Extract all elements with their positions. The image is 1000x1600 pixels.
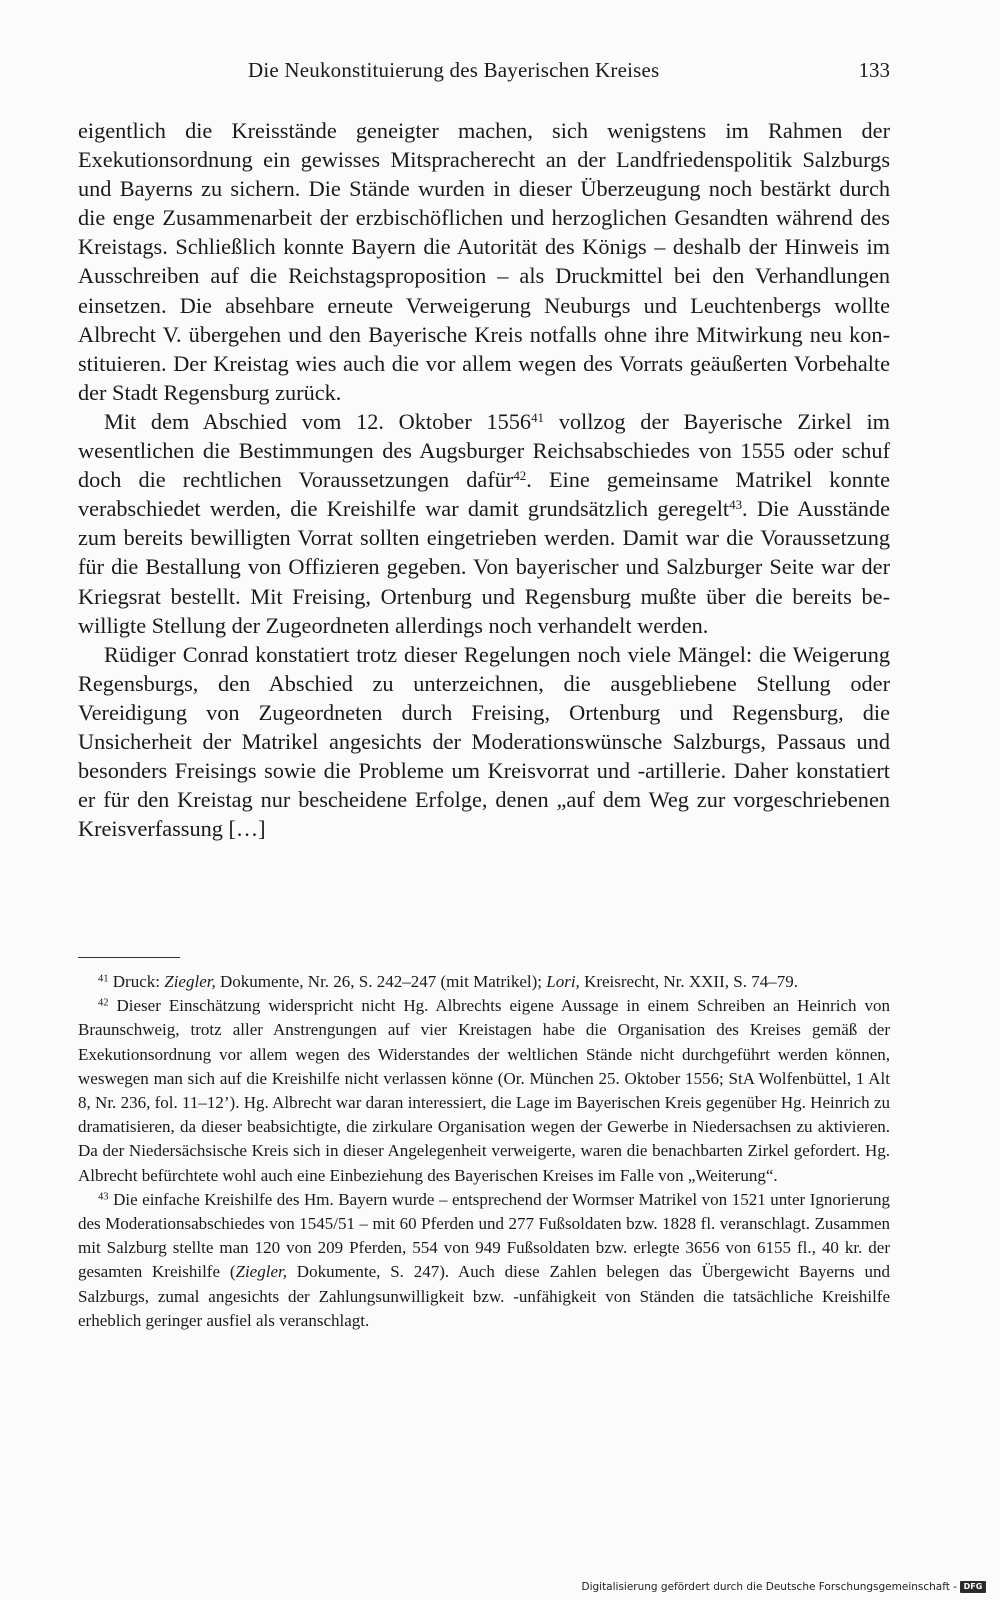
page-number: 133 <box>858 58 890 82</box>
footnote-divider <box>78 957 180 958</box>
footnote-ref-42[interactable]: 42 <box>513 468 527 484</box>
paragraph-2 <box>78 407 890 640</box>
paragraph-2-part-b: vollzog der Bayerische Zirkel im wesentlichen die Bestimmungen des Augsburger Reichsabschiedes von 1555 oder schuf doch die rechtlichen Voraussetzungen dafür <box>78 408 890 493</box>
footnote-43-author: Ziegler, <box>235 1262 287 1282</box>
footnotes <box>78 970 890 1333</box>
footnote-43-text-2: Dokumente, S. 247). Auch diese Zahlen belegen das Übergewicht Bayerns und Salzburgs, zumal angesichts der Zahlungsunwilligkeit bzw. -unfähigkeit von Ständen die tatsächliche Kreishilfe erheblich geringer ausfiel als veranschlagt. <box>78 1262 890 1330</box>
footnote-42-text: Dieser Einschätzung widerspricht nicht Hg. Albrechts eigene Aussage in einem Schreiben an Heinrich von Braunschweig, trotz aller Anstrengungen auf vier Kreistagen habe die Organisation des Kreises gemäß der Exekutionsordnung vor allem wegen des Widerstandes der weltlichen Stände nicht durchgeführt werden können, weswegen man sich auf die Kreishilfe nicht verlassen könne (Or. München 25. Oktober 1556; StA Wolfenbüttel, 1 Alt 8, Nr. 236, fol. 11–12’). Hg. Albrecht war daran interessiert, die Lage im Bayerischen Kreis gegenüber Hg. Heinrich zu dramatisieren, da dieser beabsichtigte, die zirkulare Organisation wegen der Gewerbe in Niedersachsen zu aktivieren. Da der Niedersächsische Kreis sich in dieser Angelegenheit verweigerte, waren die benachbarten Zirkel gefordert. Hg. Albrecht befürchtete wohl auch eine Einbeziehung des Bayerischen Kreises im Falle von „Weiterung“. <box>78 996 891 1185</box>
footnote-41-mark: 41 <box>98 973 109 985</box>
footnote-41-text: Druck: <box>112 972 165 991</box>
footnote-42-mark: 42 <box>98 997 109 1009</box>
footnote-41-text-3: Kreisrecht, Nr. XXII, S. 74–79. <box>579 972 798 991</box>
paragraph-2-part-d: . Die Ausstände zum bereits bewilligten Vorrat sollten eingetrieben werden. Damit war die Voraussetzung für die Bestallung von Offizieren gegeben. Von bayerischer und Salzburger Seite war der Kriegsrat bestellt. Mit Freising, Ortenburg und Regensburg mußte über die bereits bewilligte Stellung der Zugeordneten allerdings noch verhandelt werden. <box>78 496 891 638</box>
main-text <box>78 116 890 843</box>
digitization-credit <box>581 1579 986 1595</box>
paragraph-2-part-a: Mit dem Abschied vom 12. Oktober 1556 <box>104 408 532 434</box>
dfg-logo-icon: DFG <box>960 1581 986 1593</box>
footnote-ref-43[interactable]: 43 <box>729 497 743 513</box>
digitization-credit-text: Digitalisierung gefördert durch die Deutsche Forschungsgemeinschaft - <box>581 1581 957 1593</box>
footnote-43-mark: 43 <box>98 1191 109 1203</box>
footnote-41 <box>78 970 890 994</box>
footnote-41-author-2: Lori, <box>546 972 580 991</box>
running-title: Die Neukonstituierung des Bayerischen Kreises <box>248 58 660 82</box>
running-header <box>78 54 890 90</box>
footnote-41-author: Ziegler, <box>164 972 216 991</box>
paragraph-2-part-c: . Eine gemeinsame Matrikel konnte verabschiedet werden, die Kreishilfe war damit grundsätzlich geregelt <box>78 467 890 522</box>
footnote-41-text-2: Dokumente, Nr. 26, S. 242–247 (mit Matrikel); <box>215 972 547 991</box>
footnote-42 <box>78 994 890 1188</box>
paragraph-3: Rüdiger Conrad konstatiert trotz dieser Regelungen noch viele Mängel: die Weigerung Regensburgs, den Abschied zu unterzeichnen, die ausgebliebene Stellung oder Vereidigung von Zugeordneten durch Freising, Ortenburg und Regensburg, die Unsicherheit der Matrikel angesichts der Moderationswünsche Salzburgs, Passaus und besonders Freisings sowie die Probleme um Kreisvorrat und -artillerie. Daher konstatiert er für den Kreistag nur bescheidene Erfolge, denen „auf dem Weg zur vorgeschriebenen Kreisverfassung […] <box>78 641 890 842</box>
footnote-ref-41[interactable]: 41 <box>531 409 544 425</box>
footnote-43-text: Die einfache Kreishilfe des Hm. Bayern wurde – entsprechend der Wormser Matrikel von 1521 unter Ignorierung des Moderationsabschiedes von 1545/51 – mit 60 Pferden und 277 Fußsoldaten bzw. 1828 fl. veranschlagt. Zusammen mit Salzburg stellte man 120 von 209 Pferden, 554 von 949 Fußsoldaten bzw. erlegte 3656 von 6155 fl., 40 kr. der gesamten Kreishilfe ( <box>78 1189 890 1282</box>
footnote-43 <box>78 1188 890 1333</box>
paragraph-1: eigentlich die Kreisstände geneigter machen, sich wenigstens im Rahmen der Exekutionsordnung ein gewisses Mitspracherecht an der Landfriedenspolitik Salzburgs und Bayerns zu sichern. Die Stände wurden in dieser Überzeugung noch bestärkt durch die enge Zusammenarbeit der erzbischöflichen und herzoglichen Gesandten während des Kreistags. Schließlich konnte Bayern die Autorität des Königs – deshalb der Hinweis im Ausschreiben auf die Reichstagsproposition – als Druckmittel bei den Verhandlungen einsetzen. Die absehbare erneute Verweigerung Neuburgs und Leuchtenbergs wollte Albrecht V. übergehen und den Bayerische Kreis notfalls ohne ihre Mitwirkung neu konstituieren. Der Kreistag wies auch die vor allem wegen des Vorrats geäußerten Vorbehalte der Stadt Regensburg zurück. <box>78 118 890 405</box>
